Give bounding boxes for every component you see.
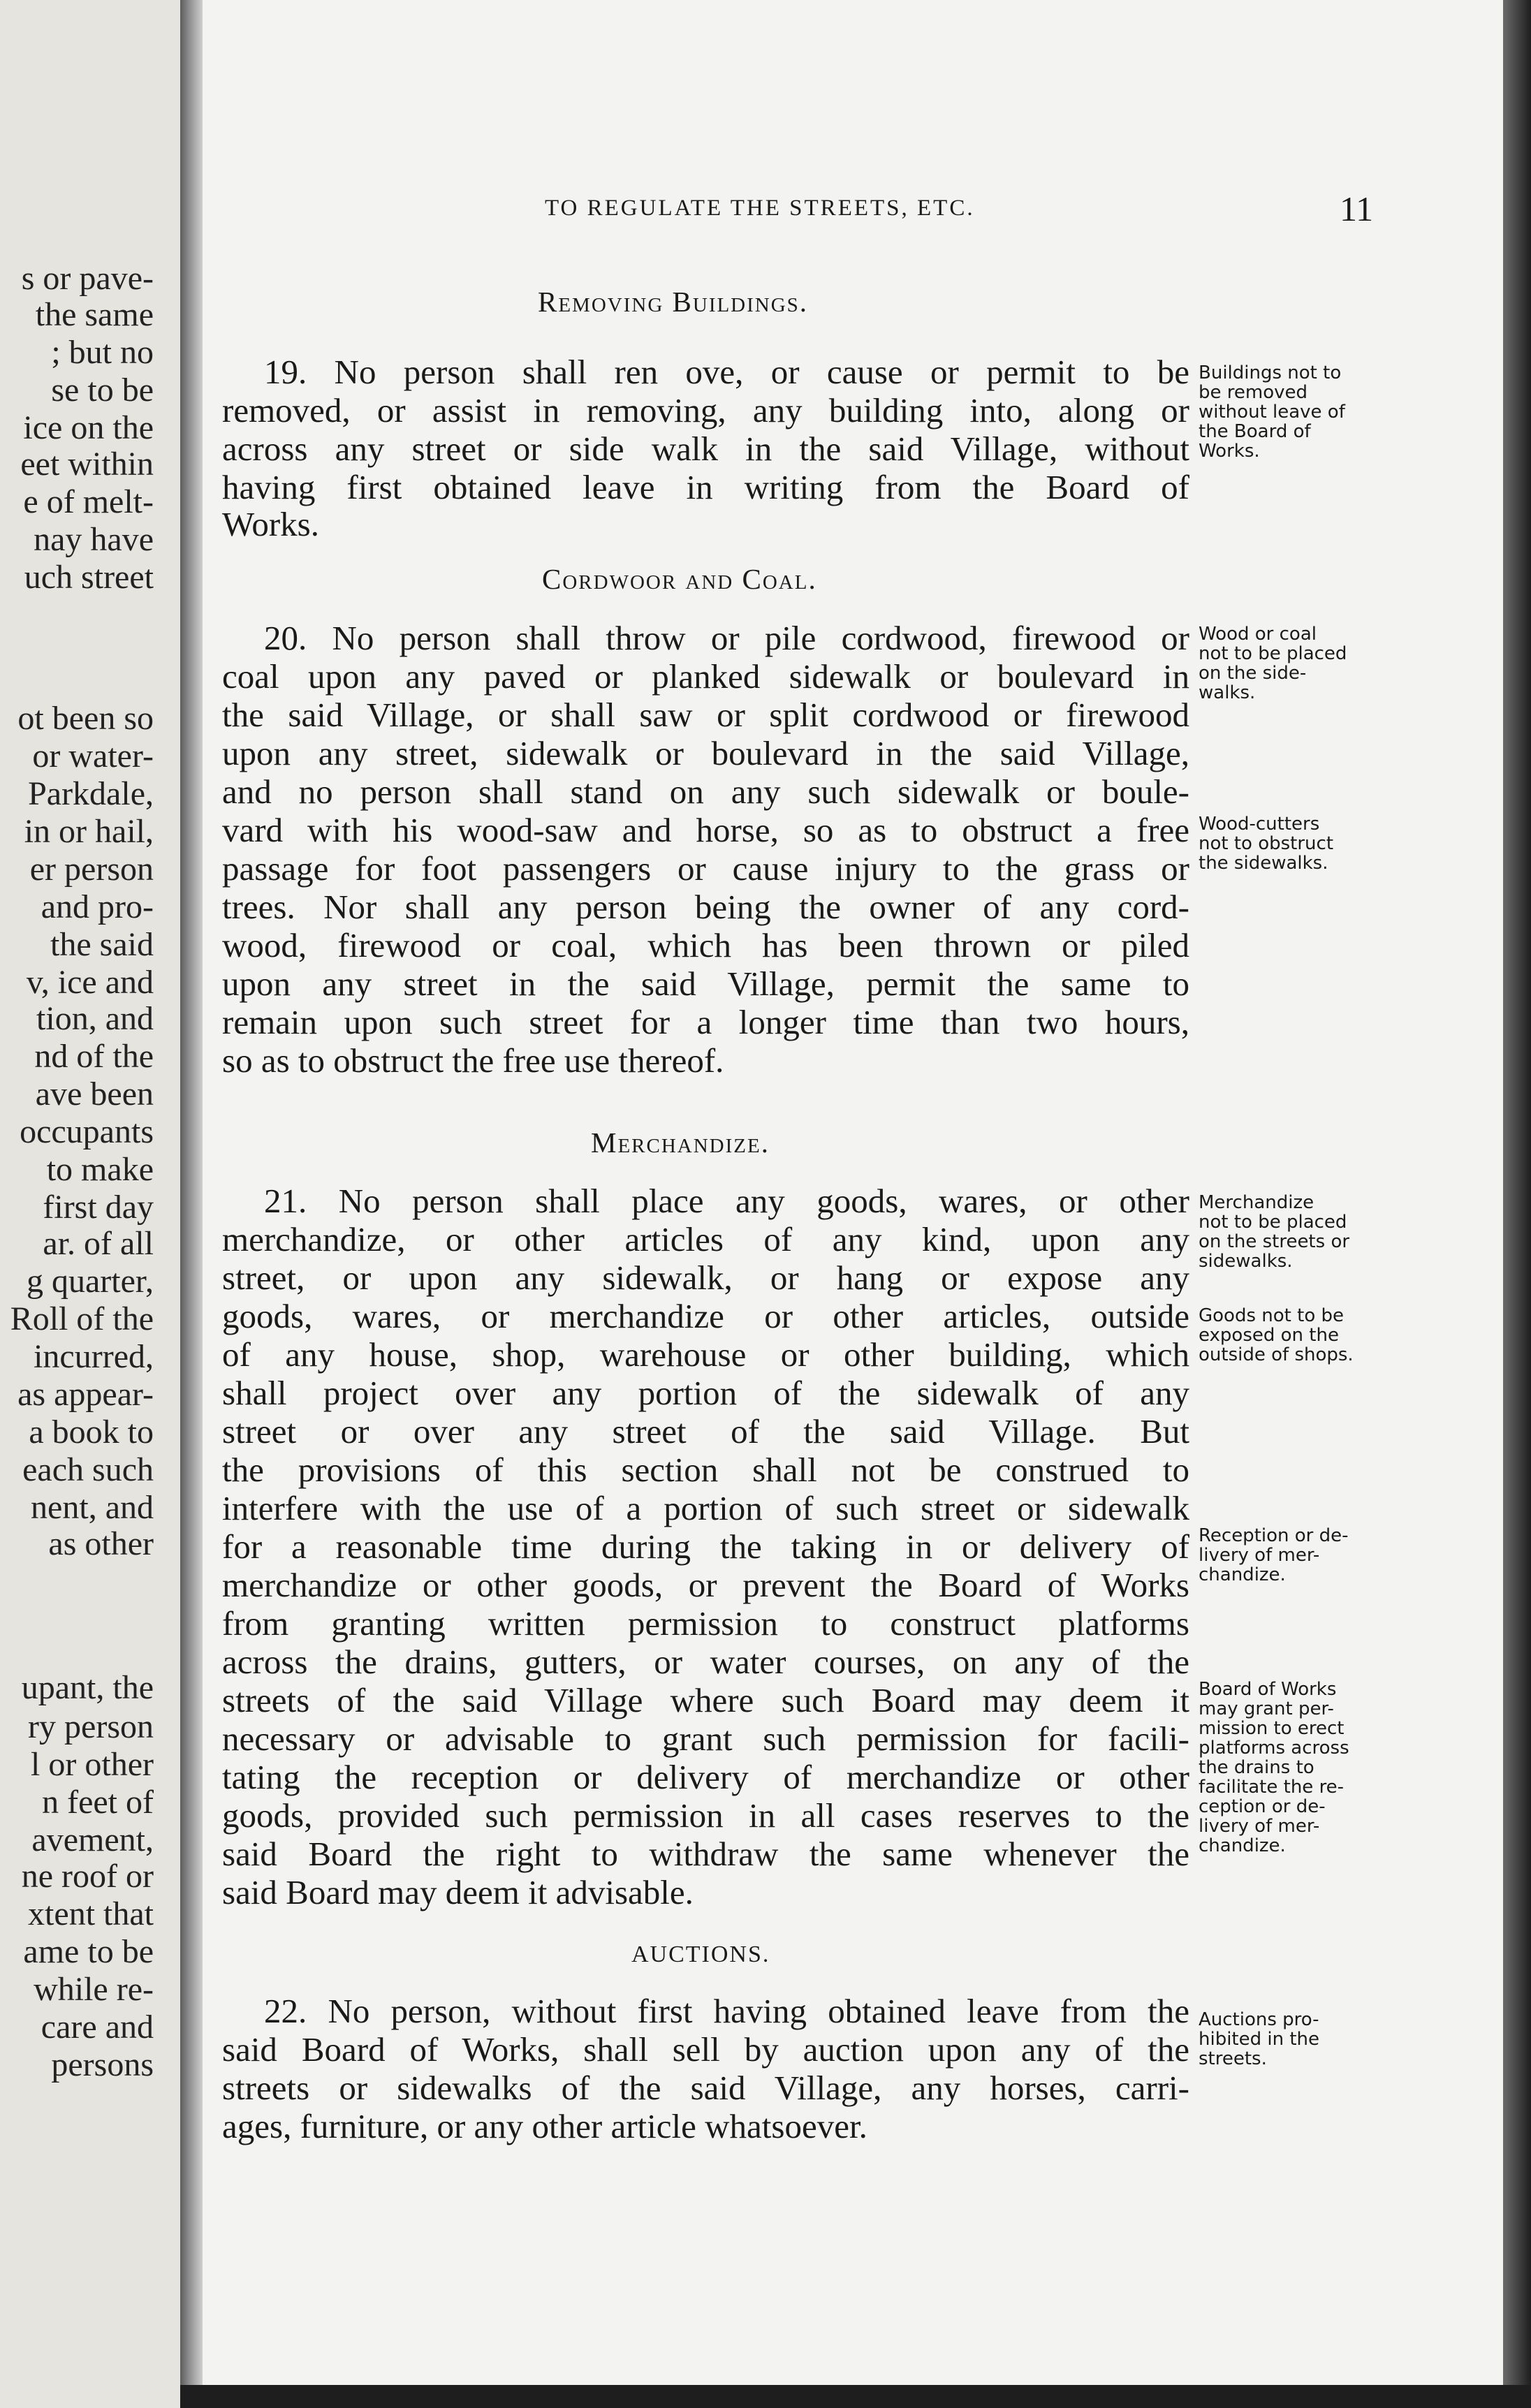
text-line: upon any street, sidewalk or boulevard in the said Village, <box>222 734 1189 772</box>
text-line: Works. <box>222 505 319 543</box>
text-line: interfere with the use of a portion of such street or sidewalk <box>222 1489 1189 1527</box>
facing-page-text-fragment: occupants <box>20 1113 154 1150</box>
facing-page-text-fragment: ice on the <box>23 409 154 446</box>
facing-page-text-fragment: the said <box>50 926 154 963</box>
text-line: 19. No person shall ren ove, or cause or permit to be <box>264 353 1189 391</box>
facing-page-text-fragment: ar. of all <box>43 1225 154 1262</box>
text-line: merchandize, or other articles of any kind, upon any <box>222 1220 1189 1258</box>
facing-page-text-fragment: Roll of the <box>10 1300 154 1337</box>
running-title: TO REGULATE THE STREETS, ETC. <box>545 196 975 221</box>
facing-page-text-fragment: eet within <box>20 446 154 483</box>
facing-page-text-fragment: e of melt- <box>23 483 154 520</box>
text-line: remain upon such street for a longer time than two hours, <box>222 1003 1189 1041</box>
text-line: street or over any street of the said Village. But <box>222 1412 1189 1451</box>
text-line: said Board may deem it advisable. <box>222 1873 694 1911</box>
text-line: streets or sidewalks of the said Village, any horses, carri- <box>222 2069 1189 2107</box>
text-line: so as to obstruct the free use thereof. <box>222 1041 724 1080</box>
facing-page-text-fragment: first day <box>43 1189 154 1226</box>
facing-page-text-fragment: nent, and <box>31 1489 154 1526</box>
section-heading-auctions: AUCTIONS. <box>631 1941 770 1967</box>
facing-page-text-fragment: the same <box>35 296 154 333</box>
facing-page-text-fragment: xtent that <box>28 1895 154 1932</box>
text-line: ages, furniture, or any other article whatsoever. <box>222 2107 867 2145</box>
margin-note: Reception or de- livery of mer- chandize. <box>1199 1525 1349 1585</box>
text-line: tating the reception or delivery of merchandize or other <box>222 1758 1189 1796</box>
margin-note: Auctions pro- hibited in the streets. <box>1199 2009 1320 2069</box>
facing-page-text-fragment: v, ice and <box>26 964 154 1001</box>
facing-page-text-fragment: in or hail, <box>24 813 154 850</box>
text-line: coal upon any paved or planked sidewalk or boulevard in <box>222 657 1189 696</box>
margin-note: Buildings not to be removed without leave of the Board of Works. <box>1199 362 1345 462</box>
text-line: necessary or advisable to grant such permission for facili- <box>222 1719 1189 1758</box>
facing-page-strip <box>0 0 180 2408</box>
facing-page-text-fragment: avement, <box>31 1821 154 1858</box>
facing-page-text-fragment: upant, the <box>21 1669 154 1706</box>
facing-page-text-fragment: persons <box>51 2046 154 2083</box>
facing-page-text-fragment: n feet of <box>42 1784 154 1821</box>
facing-page-text-fragment: to make <box>46 1151 154 1188</box>
text-line: shall project over any portion of the sidewalk of any <box>222 1374 1189 1412</box>
text-line: for a reasonable time during the taking in or delivery of <box>222 1527 1189 1566</box>
facing-page-text-fragment: ry person <box>28 1708 154 1745</box>
margin-note: Wood-cutters not to obstruct the sidewalks. <box>1199 814 1334 874</box>
facing-page-text-fragment: se to be <box>51 372 154 409</box>
facing-page-text-fragment: ave been <box>35 1075 154 1113</box>
text-line: streets of the said Village where such Board may deem it <box>222 1681 1189 1719</box>
facing-page-text-fragment: ne roof or <box>21 1858 154 1895</box>
facing-page-text-fragment: ame to be <box>23 1933 154 1970</box>
text-line: the said Village, or shall saw or split cordwood or firewood <box>222 696 1189 734</box>
text-line: said Board the right to withdraw the same whenever the <box>222 1835 1189 1873</box>
text-line: wood, firewood or coal, which has been thrown or piled <box>222 926 1189 964</box>
text-line: goods, provided such permission in all cases reserves to the <box>222 1796 1189 1835</box>
facing-page-text-fragment: incurred, <box>34 1338 154 1375</box>
facing-page-text-fragment: or water- <box>32 737 154 774</box>
margin-note: Merchandize not to be placed on the streets or sidewalks. <box>1199 1192 1350 1272</box>
facing-page-text-fragment: tion, and <box>36 1000 154 1037</box>
text-line: upon any street in the said Village, permit the same to <box>222 964 1189 1003</box>
facing-page-text-fragment: Parkdale, <box>28 775 154 812</box>
text-line: trees. Nor shall any person being the owner of any cord- <box>222 888 1189 926</box>
facing-page-text-fragment: as appear- <box>17 1376 154 1413</box>
facing-page-text-fragment: each such <box>22 1451 154 1488</box>
page-edge-shadow <box>1503 0 1531 2408</box>
facing-page-text-fragment: care and <box>41 2009 154 2046</box>
text-line: said Board of Works, shall sell by auction upon any of the <box>222 2030 1189 2069</box>
facing-page-text-fragment: uch street <box>24 559 154 596</box>
text-line: 22. No person, without first having obtained leave from the <box>264 1992 1189 2030</box>
text-line: across any street or side walk in the said Village, without <box>222 430 1189 468</box>
page-number: 11 <box>1340 189 1374 228</box>
section-heading-cordwood-and-coal: Cordwoor and Coal. <box>542 563 817 595</box>
margin-note: Board of Works may grant per- mission to erect platforms across the drains to facilitate the re- ception or de- livery of mer- chandize. <box>1199 1679 1349 1856</box>
text-line: street, or upon any sidewalk, or hang or expose any <box>222 1258 1189 1297</box>
page-bottom-shadow <box>180 2385 1531 2408</box>
text-line: the provisions of this section shall not be construed to <box>222 1451 1189 1489</box>
text-line: from granting written permission to construct platforms <box>222 1604 1189 1643</box>
facing-page-text-fragment: a book to <box>29 1414 154 1451</box>
facing-page-text-fragment: er person <box>29 851 154 888</box>
text-line: of any house, shop, warehouse or other building, which <box>222 1335 1189 1374</box>
facing-page-text-fragment: l or other <box>31 1746 154 1783</box>
facing-page-text-fragment: g quarter, <box>27 1263 154 1300</box>
facing-page-text-fragment: as other <box>48 1525 154 1562</box>
text-line: goods, wares, or merchandize or other articles, outside <box>222 1297 1189 1335</box>
section-heading-removing-buildings: Removing Buildings. <box>538 286 809 318</box>
margin-note: Wood or coal not to be placed on the side- walks. <box>1199 624 1347 703</box>
facing-page-text-fragment: nd of the <box>34 1038 154 1075</box>
margin-note: Goods not to be exposed on the outside of shops. <box>1199 1305 1354 1365</box>
text-line: across the drains, gutters, or water courses, on any of the <box>222 1643 1189 1681</box>
facing-page-text-fragment: nay have <box>34 521 154 558</box>
text-line: passage for foot passengers or cause injury to the grass or <box>222 849 1189 888</box>
section-heading-merchandize: Merchandize. <box>591 1126 770 1159</box>
text-line: 20. No person shall throw or pile cordwood, firewood or <box>264 619 1189 657</box>
book-gutter <box>180 0 203 2408</box>
facing-page-text-fragment: and pro- <box>41 888 154 925</box>
facing-page-text-fragment: while re- <box>34 1971 154 2008</box>
text-line: removed, or assist in removing, any building into, along or <box>222 391 1189 430</box>
facing-page-text-fragment: s or pave- <box>21 260 154 297</box>
facing-page-text-fragment: ot been so <box>17 700 154 737</box>
text-line: vard with his wood-saw and horse, so as to obstruct a free <box>222 811 1189 849</box>
text-line: and no person shall stand on any such sidewalk or boule- <box>222 772 1189 811</box>
facing-page-text-fragment: ; but no <box>51 334 154 371</box>
text-line: 21. No person shall place any goods, wares, or other <box>264 1182 1189 1220</box>
text-line: having first obtained leave in writing from the Board of <box>222 468 1189 506</box>
text-line: merchandize or other goods, or prevent the Board of Works <box>222 1566 1189 1604</box>
